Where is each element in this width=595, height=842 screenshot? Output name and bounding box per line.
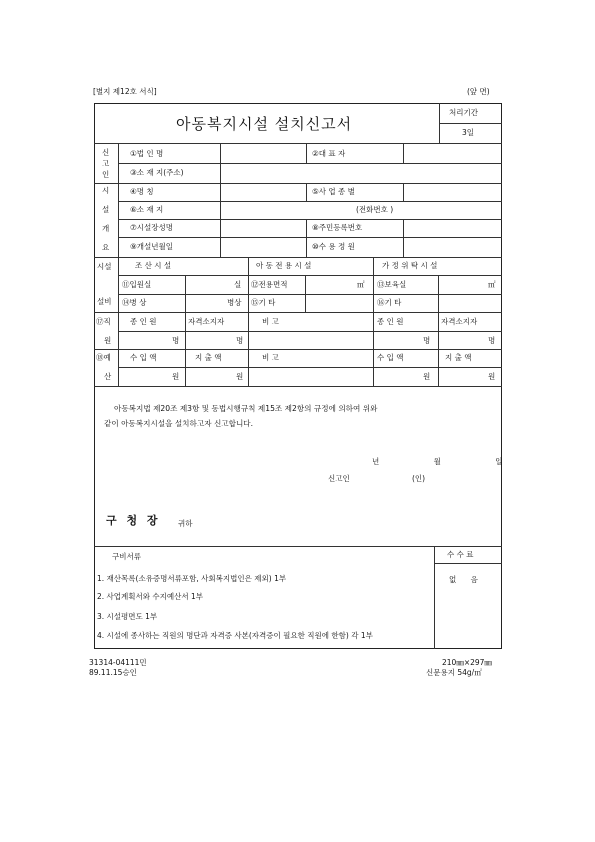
document-item-3: 3. 시설평면도 1부 — [97, 612, 158, 621]
form-code: 31314-04111민 — [89, 658, 147, 667]
equipment-group-top: 시설 — [97, 262, 112, 271]
ward-label: ⑪입원실 — [122, 280, 152, 289]
report-date: 년 월 일 — [372, 457, 529, 466]
business-type-label: ⑤사 업 종 별 — [312, 187, 355, 196]
form-frame — [94, 103, 502, 649]
col-birth-facility: 조 산 시 설 — [135, 261, 172, 270]
statement-line-2: 같이 아동복지시설을 설치하고자 신고합니다. — [104, 419, 254, 428]
budget-unit-1: 원 — [172, 372, 180, 381]
form-number: [별지 제12호 서식] — [93, 87, 157, 96]
col-foster-facility: 가 정 위 탁 시 설 — [382, 261, 438, 270]
director-label: ⑦시설장성명 — [130, 223, 173, 232]
address-label: ③소 재 지(주소) — [130, 168, 184, 177]
staff-count2-label: 종 인 원 — [377, 317, 404, 326]
paper-type: 신문용지 54g/㎡ — [426, 668, 482, 677]
income2-label: 수 입 액 — [377, 353, 404, 362]
budget-note-label: 비 고 — [262, 353, 279, 362]
facility-group-4: 요 — [102, 243, 110, 252]
staff-unit-2: 명 — [236, 336, 244, 345]
capacity-label: ⑩수 용 정 원 — [312, 242, 355, 251]
expense-label: 지 출 액 — [195, 353, 222, 362]
staff-group-1: ⑰직 — [96, 317, 111, 326]
statement-line-1: 아동복지법 제20조 제3항 및 동법시행규칙 제15조 제2항의 규정에 의하여 위와 — [114, 404, 378, 413]
facility-group-1: 시 — [102, 186, 110, 195]
fee-value: 없 음 — [449, 575, 484, 584]
budget-unit-3: 원 — [423, 372, 431, 381]
col-child-facility: 아 동 전 용 시 설 — [256, 261, 312, 270]
fee-label: 수 수 료 — [447, 550, 474, 559]
recipient-name: 구 청 장 — [106, 514, 161, 527]
location-label: ⑥소 재 지 — [130, 205, 164, 214]
recipient-suffix: 귀하 — [178, 519, 193, 528]
seal-mark: (인) — [412, 474, 426, 483]
address-field[interactable] — [221, 164, 501, 182]
area-unit: ㎡ — [357, 280, 365, 289]
applicant-group-2: 고 — [102, 159, 110, 168]
area-label: ⑫전용면적 — [251, 280, 288, 289]
beds-unit: 병상 — [227, 298, 242, 307]
paper-size: 210㎜×297㎜ — [442, 658, 492, 667]
nursery-label: ⑬보육실 — [377, 280, 407, 289]
equipment-group-bottom: 설비 — [97, 297, 112, 306]
representative-field[interactable] — [404, 144, 501, 162]
form-title: 아동복지시설 설치신고서 — [176, 115, 353, 133]
staff-note-label: 비 고 — [262, 317, 279, 326]
facility-name-label: ④명 칭 — [130, 187, 154, 196]
staff-group-2: 원 — [104, 336, 112, 345]
staff-unit-4: 명 — [488, 336, 496, 345]
document-item-4: 4. 시설에 종사하는 직원의 명단과 자격증 사본(자격증이 필요한 직원에 한함) 각 1부 — [97, 631, 373, 640]
representative-label: ②대 표 자 — [312, 149, 346, 158]
document-item-1: 1. 재산목록(소유증명서류포함, 사회복지법인은 제외) 1부 — [97, 574, 287, 583]
applicant-group-1: 신 — [102, 148, 110, 157]
document-item-2: 2. 사업계획서와 수지예산서 1부 — [97, 592, 204, 601]
documents-heading: 구비서류 — [112, 552, 141, 561]
facility-group-3: 개 — [102, 224, 110, 233]
reporter-label: 신고인 — [328, 474, 350, 483]
etc1-label: ⑮기 타 — [251, 298, 276, 307]
processing-value: 3일 — [462, 128, 475, 137]
staff-qualified2-label: 자격소지자 — [441, 317, 478, 326]
facility-group-2: 설 — [102, 205, 110, 214]
etc2-label: ⑯기 타 — [377, 298, 402, 307]
rrn-label: ⑧주민등록번호 — [312, 223, 363, 232]
corp-name-label: ①법 인 명 — [130, 149, 164, 158]
budget-group-1: ⑱예 — [96, 353, 111, 362]
budget-group-2: 산 — [104, 372, 112, 381]
ward-unit: 실 — [234, 280, 242, 289]
phone-label: (전화번호 ) — [356, 205, 394, 214]
income-label: 수 입 액 — [130, 353, 157, 362]
staff-unit-1: 명 — [172, 336, 180, 345]
expense2-label: 지 출 액 — [445, 353, 472, 362]
staff-unit-3: 명 — [423, 336, 431, 345]
staff-count-label: 종 인 원 — [130, 317, 157, 326]
corp-name-field[interactable] — [221, 144, 305, 162]
approval-date: 89.11.15승인 — [89, 668, 137, 677]
budget-unit-2: 원 — [236, 372, 244, 381]
applicant-group-3: 인 — [102, 170, 110, 179]
open-date-label: ⑨개설년월일 — [130, 242, 173, 251]
beds-label: ⑭병 상 — [122, 298, 147, 307]
budget-unit-4: 원 — [488, 372, 496, 381]
staff-qualified-label: 자격소지자 — [188, 317, 225, 326]
processing-label: 처리기간 — [449, 108, 478, 117]
page-side: (앞 면) — [467, 87, 490, 96]
nursery-unit: ㎡ — [488, 280, 496, 289]
